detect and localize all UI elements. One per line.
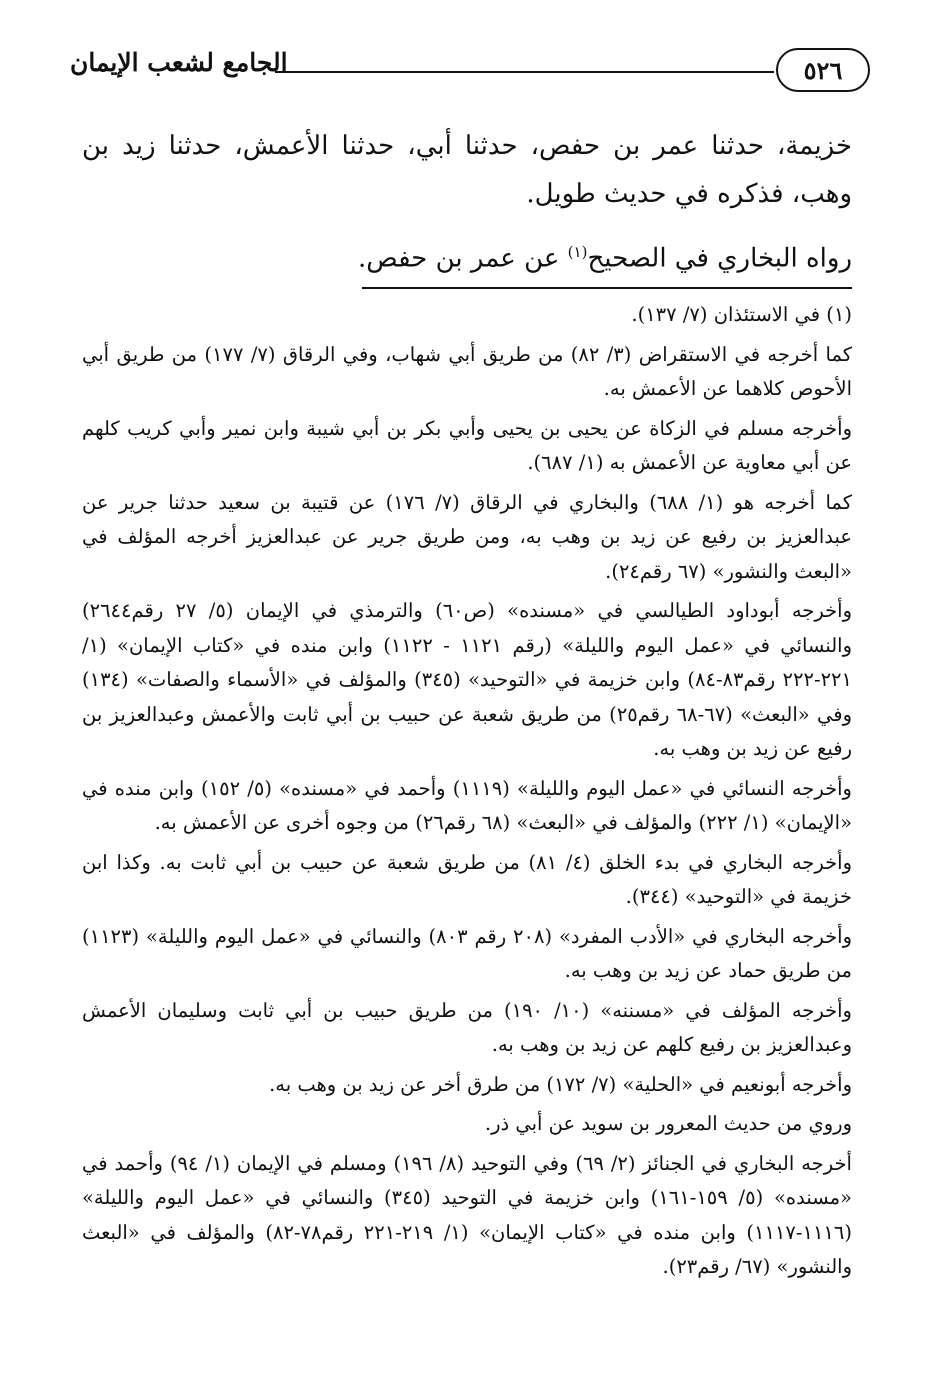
footnote-paragraph: وأخرجه المؤلف في «مسننه» (١٠/ ١٩٠) من طريق حبيب بن أبي ثابت وسليمان الأعمش وعبدالعزيز بن رفيع كلهم عن زيد بن وهب به. (82, 998, 852, 1056)
footnote-paragraph: وأخرجه أبوداود الطيالسي في «مسنده» (ص٦٠) والترمذي في الإيمان (٥/ ٢٧ رقم٢٦٤٤) والنسائي في «عمل اليوم والليلة» (رقم ١١٢١ - ١١٢٢) وابن منده في «كتاب الإيمان» (١/ ٢٢١-٢٢٢ رقم٨٣-٨٤) وابن خزيمة في «التوحيد» (٣٤٥) والمؤلف في «الأسماء والصفات» (١٣٤) وفي «البعث» (٦٧-٦٨ رقم٢٥) من طريق شعبة عن حبيب بن أبي ثابت والأعمش وعبدالعزيز بن رفيع عن زيد بن وهب به. (82, 599, 852, 760)
source-before: رواه البخاري في الصحيح (587, 243, 852, 274)
footnote-separator (362, 287, 852, 289)
body-paragraph: خزيمة، حدثنا عمر بن حفص، حدثنا أبي، حدثنا الأعمش، حدثنا زيد بن وهب، فذكره في حديث طويل. (82, 131, 852, 209)
footnote-paragraph: وأخرجه البخاري في «الأدب المفرد» (٢٠٨ رقم ٨٠٣) والنسائي في «عمل اليوم والليلة» (١١٢٣) من طريق حماد عن زيد بن وهب به. (82, 924, 852, 982)
footnote-paragraph: وأخرجه النسائي في «عمل اليوم والليلة» (١١١٩) وأحمد في «مسنده» (٥/ ١٥٢) وابن منده في «الإيمان» (١/ ٢٢٢) والمؤلف في «البعث» (٦٨ رقم٢٦) من وجوه أخرى عن الأعمش به. (82, 776, 852, 834)
source-after: عن عمر بن حفص. (358, 243, 568, 274)
footnote-paragraph: وروي من حديث المعرور بن سويد عن أبي ذر. (484, 1112, 852, 1135)
source-line (358, 228, 852, 283)
footnote-paragraph: أخرجه البخاري في الجنائز (٢/ ٦٩) وفي التوحيد (٨/ ١٩٦) ومسلم في الإيمان (١/ ٩٤) وأحمد في «مسنده» (٥/ ١٥٩-١٦١) وابن خزيمة في التوحيد (٣٤٥) والنسائي في «عمل اليوم والليلة» (١١١٦-١١١٧) وابن منده في «كتاب الإيمان» (١/ ٢١٩-٢٢١ رقم٧٨-٨٢) والمؤلف في «البعث والنشور» (٦٧/ رقم٢٣). (82, 1151, 852, 1278)
footnote-paragraph: كما أخرجه في الاستقراض (٣/ ٨٢) من طريق أبي شهاب، وفي الرقاق (٧/ ١٧٧) من طريق أبي الأحوص كلاهما عن الأعمش به. (82, 342, 852, 400)
footnote-marker: (١) (567, 243, 588, 261)
main-text (82, 122, 852, 218)
footnote-paragraph: وأخرجه أبونعيم في «الحلية» (٧/ ١٧٢) من طرق أخر عن زيد بن وهب به. (269, 1072, 852, 1096)
header-rule (275, 71, 774, 73)
footnote-paragraph: وأخرجه مسلم في الزكاة عن يحيى بن يحيى وأبي بكر بن أبي شيبة وابن نمير وأبي كريب كلهم عن أبي معاوية عن الأعمش به (١/ ٦٨٧). (82, 416, 852, 474)
page-number: ٥٢٦ (776, 48, 870, 92)
footnotes (82, 298, 852, 1290)
footnote-paragraph: (١) في الاستئذان (٧/ ١٣٧). (631, 303, 852, 326)
footnote-paragraph: وأخرجه البخاري في بدء الخلق (٤/ ٨١) من طريق شعبة عن حبيب بن أبي ثابت به. وكذا ابن خزيمة في «التوحيد» (٣٤٤). (82, 850, 852, 908)
running-title: الجامع لشعب الإيمان (70, 48, 288, 77)
page-header (70, 38, 870, 100)
footnote-paragraph: كما أخرجه هو (١/ ٦٨٨) والبخاري في الرقاق (٧/ ١٧٦) عن قتيبة بن سعيد حدثنا جرير عن عبدالعزيز بن رفيع عن زيد بن وهب به، ومن طريق جرير عن عبدالعزيز أخرجه المؤلف في «البعث والنشور» (٦٧ رقم٢٤). (82, 490, 852, 583)
